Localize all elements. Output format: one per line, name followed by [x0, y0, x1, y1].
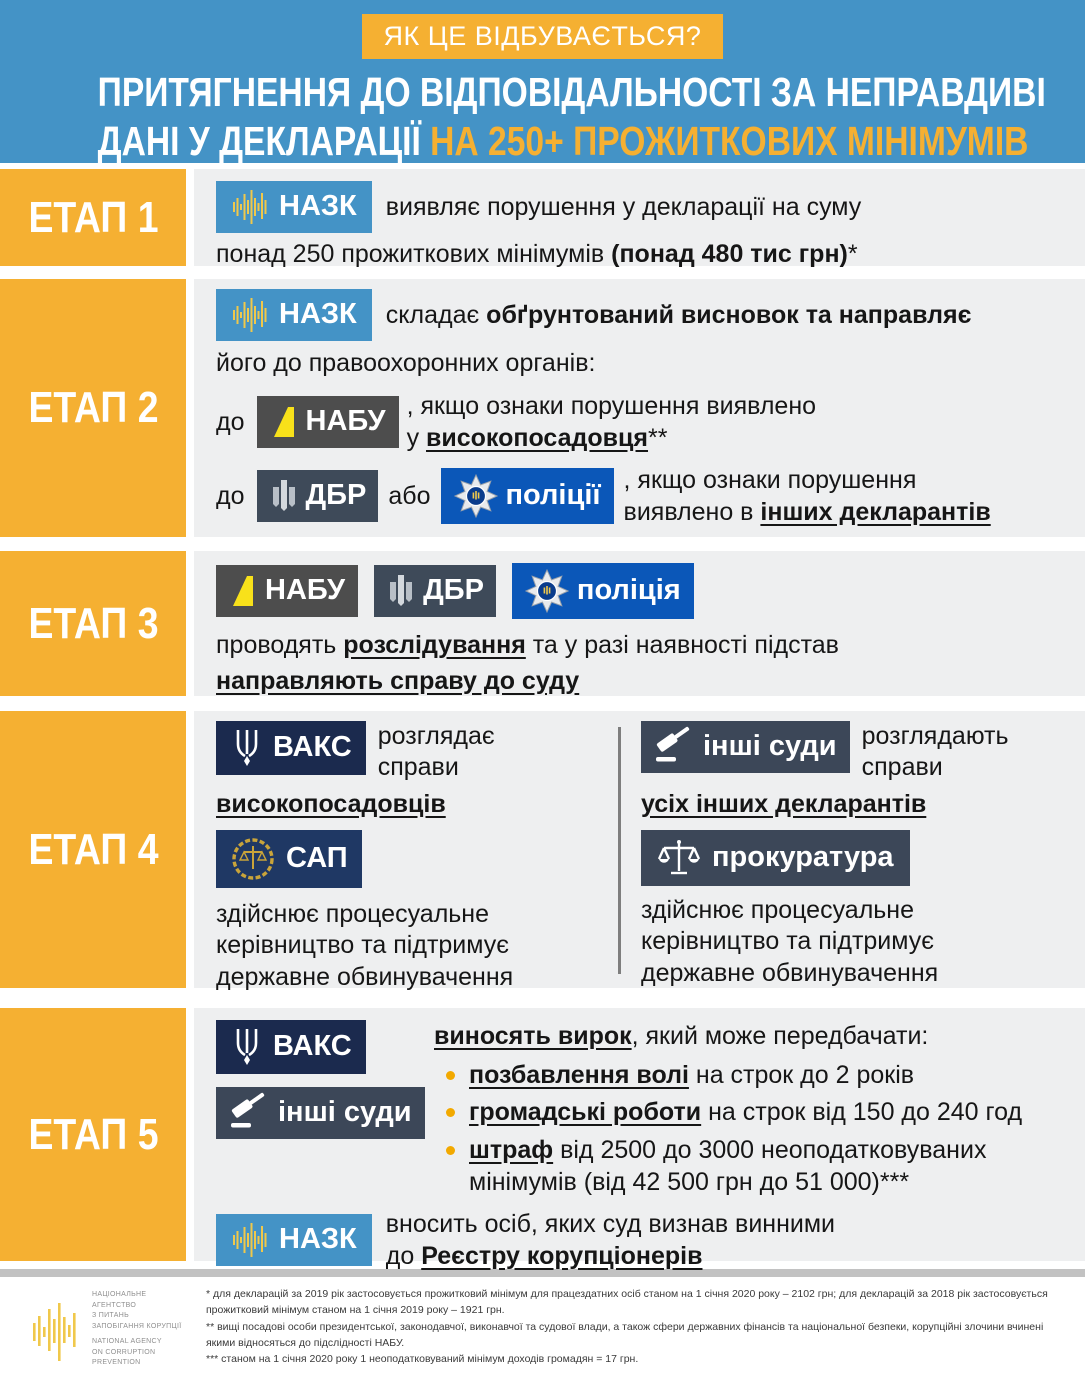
three-bars-icon — [386, 572, 416, 610]
vaks-badge — [216, 721, 366, 775]
gavel-icon — [654, 729, 694, 765]
stage-5-registry-text: вносить осіб, яких суд визнав винними до Реєстру корупціонерів — [385, 1209, 836, 1270]
stage-4-left-verb: розглядає справи — [377, 722, 495, 782]
vaks-badge — [216, 1020, 366, 1074]
police-star-icon — [525, 569, 569, 613]
stage-1-text-line1: виявляє порушення у декларації на суму — [385, 192, 862, 221]
stage-5-label: ЕТАП 5 — [0, 1008, 186, 1261]
bullet-dot-icon — [446, 1146, 455, 1155]
wedge-icon — [229, 572, 257, 610]
vaks-badge-label: ВАКС — [273, 1030, 352, 1063]
nabu-badge-label: НАБУ — [305, 405, 386, 438]
waveform-icon — [231, 188, 269, 226]
stage-4 — [0, 711, 1085, 991]
stage-4-right-body: здійснює процесуальне керівництво та підтримує державне обвинувачення — [641, 895, 939, 987]
footnote-1: * для декларацій за 2019 рік застосовується прожитковий мінімум для працездатних осіб станом на 1 січня 2020 року – 2102 грн; для декларацій за 2018 рік застосовується прожитковий мінімум станом на 1 січня 2019 року – 1921 грн. — [206, 1288, 1048, 1317]
stage-4-left-column — [216, 721, 614, 991]
or-label: або — [388, 481, 431, 510]
stage-2-intro: складає обґрунтований висновок та направляє — [385, 300, 972, 329]
waveform-icon — [231, 296, 269, 334]
list-item: штраф від 2500 до 3000 неоподатковуваних мінімумів (від 42 500 грн до 51 000)*** — [434, 1134, 1069, 1199]
stage-3-content — [194, 551, 1085, 696]
nabu-badge — [257, 396, 399, 448]
police-star-icon — [454, 474, 498, 518]
nazk-badge-label: НАЗК — [279, 298, 357, 331]
stage-4-left-underline: високопосадовців — [216, 789, 446, 818]
footnotes — [206, 1286, 1071, 1367]
stage-3-label: ЕТАП 3 — [0, 551, 186, 696]
stage-1-label: ЕТАП 1 — [0, 169, 186, 266]
nazk-badge — [216, 289, 372, 341]
other-courts-badge-label: інші суди — [703, 730, 837, 762]
stage-2-label: ЕТАП 2 — [0, 279, 186, 537]
list-item: громадські роботи на строк від 150 до 240 год — [434, 1096, 1069, 1129]
nazk-badge — [216, 181, 372, 233]
stage-1-content — [194, 169, 1085, 266]
nabu-badge — [216, 565, 358, 617]
bullet-dot-icon — [446, 1108, 455, 1117]
nazk-badge — [216, 1214, 372, 1266]
stage-1-text-line2: понад 250 прожиткових мінімумів (понад 480 тис грн)* — [216, 240, 858, 268]
stage-2-content — [194, 279, 1085, 537]
nazk-badge-label: НАЗК — [279, 190, 357, 223]
wedge-icon — [270, 403, 298, 441]
page-title-line2 — [97, 118, 1029, 165]
stage-5 — [0, 1008, 1085, 1270]
dbr-badge-label: ДБР — [305, 479, 367, 512]
police-badge — [441, 468, 614, 524]
verdict-bullets — [434, 1059, 1069, 1199]
stage-4-right-underline: усіх інших декларантів — [641, 789, 927, 818]
stage-3-text-line2: направляють справу до суду — [216, 666, 580, 695]
police-badge-label: поліції — [505, 479, 601, 512]
stage-5-content — [194, 1008, 1085, 1270]
dbr-badge — [257, 470, 379, 522]
other-courts-badge — [216, 1087, 425, 1139]
stage-2-dbr-text: , якщо ознаки порушення виявлено в інших декларантів — [623, 465, 991, 526]
stage-1 — [0, 169, 1085, 266]
sap-badge-label: САП — [286, 842, 348, 875]
bullet-dot-icon — [446, 1071, 455, 1080]
agency-logo — [32, 1290, 182, 1374]
sap-badge — [216, 830, 362, 888]
dbr-badge — [374, 565, 496, 617]
title-line2-accent: НА 250+ ПРОЖИТКОВИХ МІНІМУМІВ — [430, 118, 1029, 164]
stage-4-right-verb: розглядають справи — [861, 722, 1009, 782]
three-bars-icon — [269, 477, 299, 515]
police-badge-label: поліція — [576, 574, 681, 607]
column-divider — [618, 727, 621, 974]
stage-2-intro-line2: його до правоохоронних органів: — [216, 349, 596, 377]
stage-3 — [0, 551, 1085, 696]
police-badge — [512, 563, 694, 619]
other-courts-badge-label: інші суди — [278, 1096, 412, 1128]
to-label: до — [216, 407, 245, 436]
header-banner — [0, 0, 1085, 163]
list-item: позбавлення волі на строк до 2 років — [434, 1059, 1069, 1092]
waveform-icon — [231, 1221, 269, 1259]
page-title-line1: ПРИТЯГНЕННЯ ДО ВІДПОВІДАЛЬНОСТІ ЗА НЕПРАВДИВІ — [97, 69, 1046, 115]
other-courts-badge — [641, 721, 850, 773]
prosecutor-badge-label: прокуратура — [712, 841, 894, 874]
stage-3-text-line1: проводять розслідування та у разі наявності підстав — [216, 631, 839, 659]
scales-icon — [657, 838, 701, 878]
nazk-badge-label: НАЗК — [279, 1223, 357, 1256]
wreath-scales-icon — [230, 836, 276, 882]
stage-4-left-body: здійснює процесуальне керівництво та підтримує державне обвинувачення — [216, 899, 514, 991]
vaks-badge-label: ВАКС — [273, 731, 352, 764]
trident-icon — [230, 726, 264, 770]
stage-5-heading: виносять вирок, який може передбачати: — [434, 1022, 929, 1050]
agency-logo-text: НАЦІОНАЛЬНЕ АГЕНТСТВО З ПИТАНЬ ЗАПОБІГАННЯ КОРУПЦІЇ NATIONAL AGENCY ON CORRUPTION PREVENTION — [92, 1291, 182, 1366]
to-label: до — [216, 481, 245, 510]
stage-2-nabu-text: , якщо ознаки порушення виявлено у високопосадовця** — [406, 391, 817, 452]
dbr-badge-label: ДБР — [423, 574, 484, 607]
title-line2-white: ДАНІ У ДЕКЛАРАЦІЇ — [97, 118, 431, 164]
nabu-badge-label: НАБУ — [265, 574, 346, 607]
stage-2 — [0, 279, 1085, 537]
footnote-3: *** станом на 1 січня 2020 року 1 неоподатковуваний мінімум доходів громадян = 17 грн. — [206, 1353, 639, 1366]
prosecutor-badge — [641, 830, 910, 886]
footnote-2: ** вищі посадові особи президентської, законодавчої, виконавчої та судової влади, а також сфери державних фінансів та національної безпеки, корупційні злочини вчинені якими відносяться до підслідності НАБУ. — [206, 1320, 1044, 1349]
gavel-icon — [229, 1095, 269, 1131]
waveform-logo-icon — [32, 1301, 76, 1363]
stage-4-content — [194, 711, 1085, 991]
stage-4-right-column — [641, 721, 1071, 988]
header-badge: ЯК ЦЕ ВІДБУВАЄТЬСЯ? — [362, 14, 724, 59]
stage-5-verdict-block — [434, 1020, 1069, 1199]
trident-icon — [230, 1025, 264, 1069]
stage-4-label: ЕТАП 4 — [0, 711, 186, 988]
footer — [0, 1277, 1085, 1374]
stage-5-badges-column — [216, 1020, 434, 1199]
